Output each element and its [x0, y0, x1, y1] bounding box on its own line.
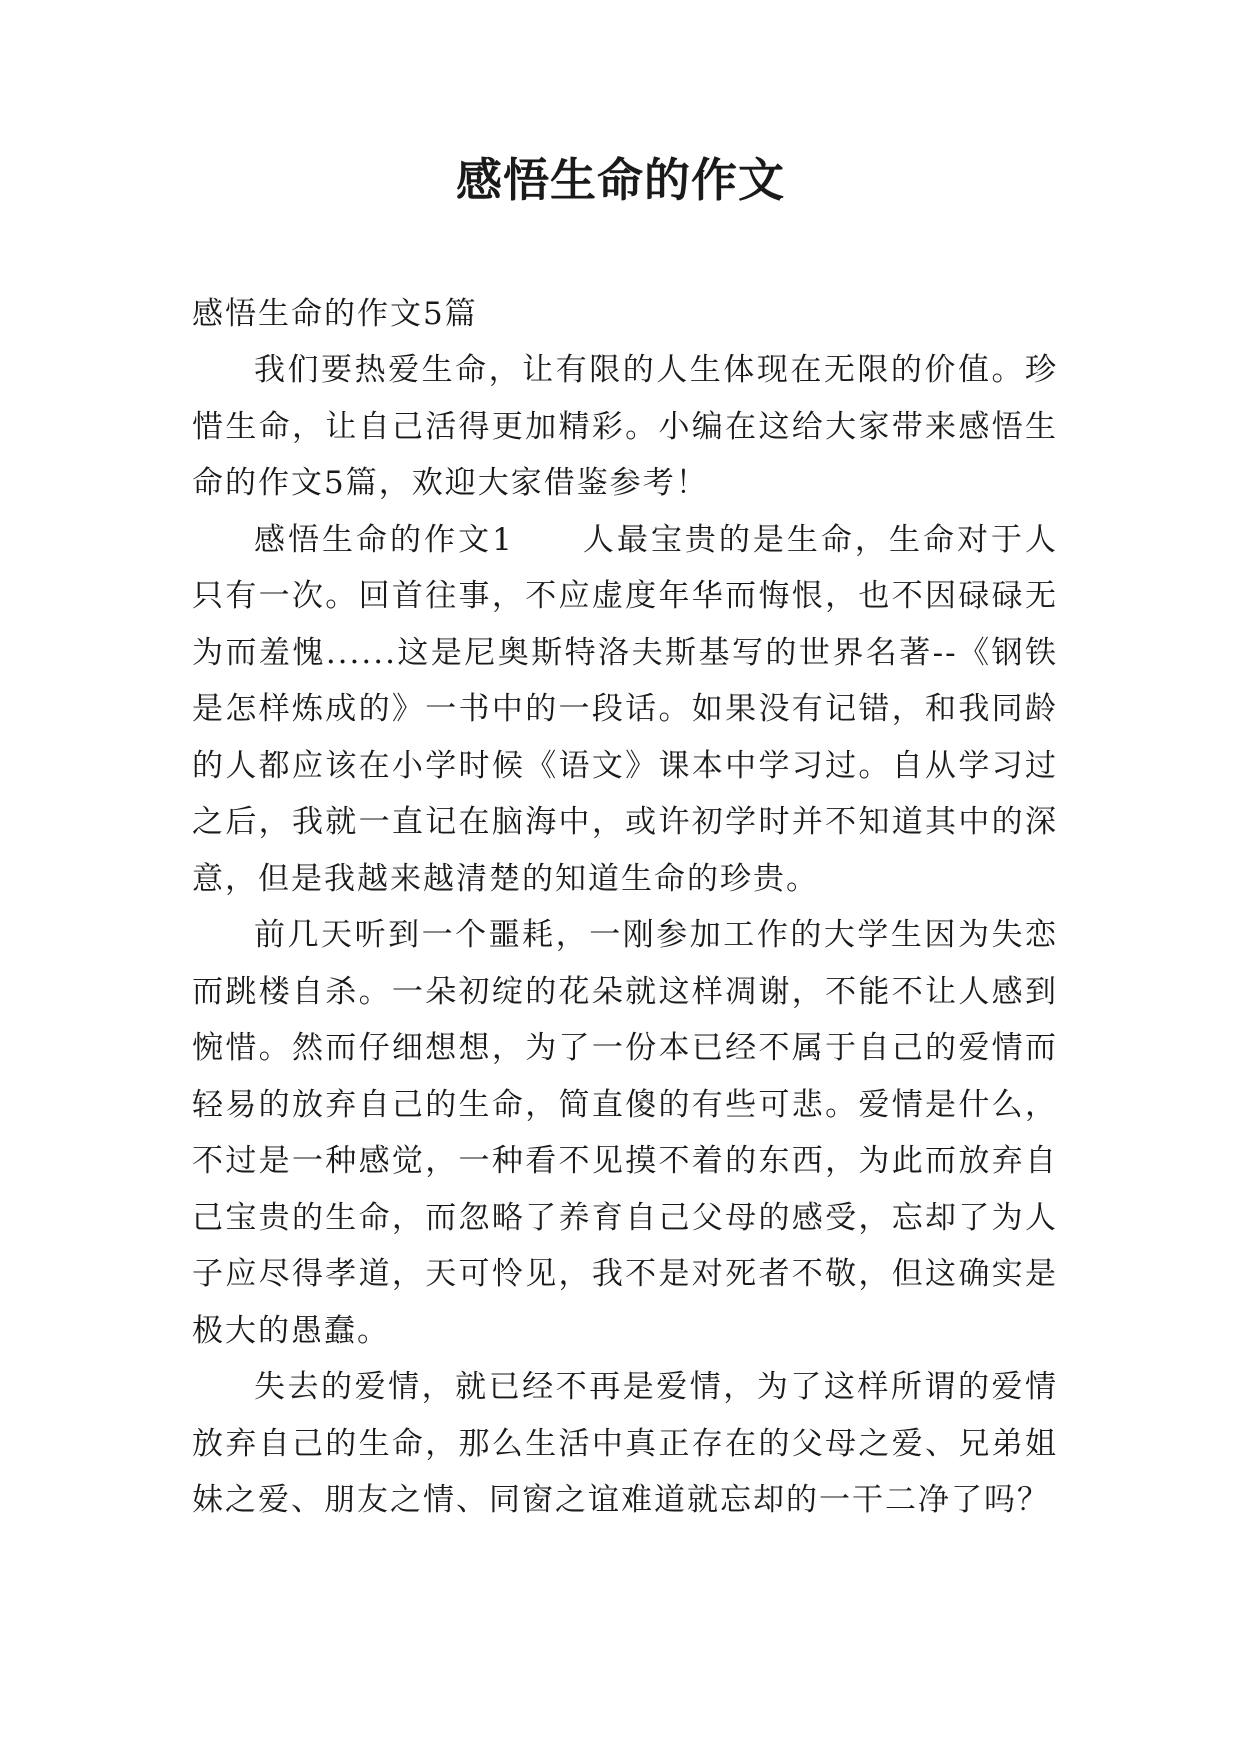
paragraph-lost-love: 失去的爱情，就已经不再是爱情，为了这样所谓的爱情放弃自己的生命，那么生活中真正存在的父母之爱、兄弟姐妹之爱、朋友之情、同窗之谊难道就忘却的一干二净了吗？	[192, 1369, 1058, 1518]
document-body	[192, 286, 1058, 1529]
document-title: 感悟生命的作文	[456, 153, 785, 207]
paragraph-essay-1-opening: 感悟生命的作文1 人最宝贵的是生命，生命对于人只有一次。回首往事，不应虚度年华而悔恨，也不因碌碌无为而羞愧......这是尼奥斯特洛夫斯基写的世界名著--《钢铁是怎样炼成的》一书中的一段话。如果没有记错，和我同龄的人都应该在小学时候《语文》课本中学习过。自从学习过之后，我就一直记在脑海中，或许初学时并不知道其中的深意，但是我越来越清楚的知道生命的珍贵。	[192, 521, 1058, 897]
document-subtitle: 感悟生命的作文5篇	[192, 296, 478, 332]
paragraph-news: 前几天听到一个噩耗，一刚参加工作的大学生因为失恋而跳楼自杀。一朵初绽的花朵就这样凋谢，不能不让人感到惋惜。然而仔细想想，为了一份本已经不属于自己的爱情而轻易的放弃自己的生命，简直傻的有些可悲。爱情是什么，不过是一种感觉，一种看不见摸不着的东西，为此而放弃自己宝贵的生命，而忽略了养育自己父母的感受，忘却了为人子应尽得孝道，天可怜见，我不是对死者不敬，但这确实是极大的愚蠢。	[192, 917, 1058, 1349]
paragraph-intro: 我们要热爱生命，让有限的人生体现在无限的价值。珍惜生命，让自己活得更加精彩。小编在这给大家带来感悟生命的作文5篇，欢迎大家借鉴参考！	[192, 352, 1058, 501]
